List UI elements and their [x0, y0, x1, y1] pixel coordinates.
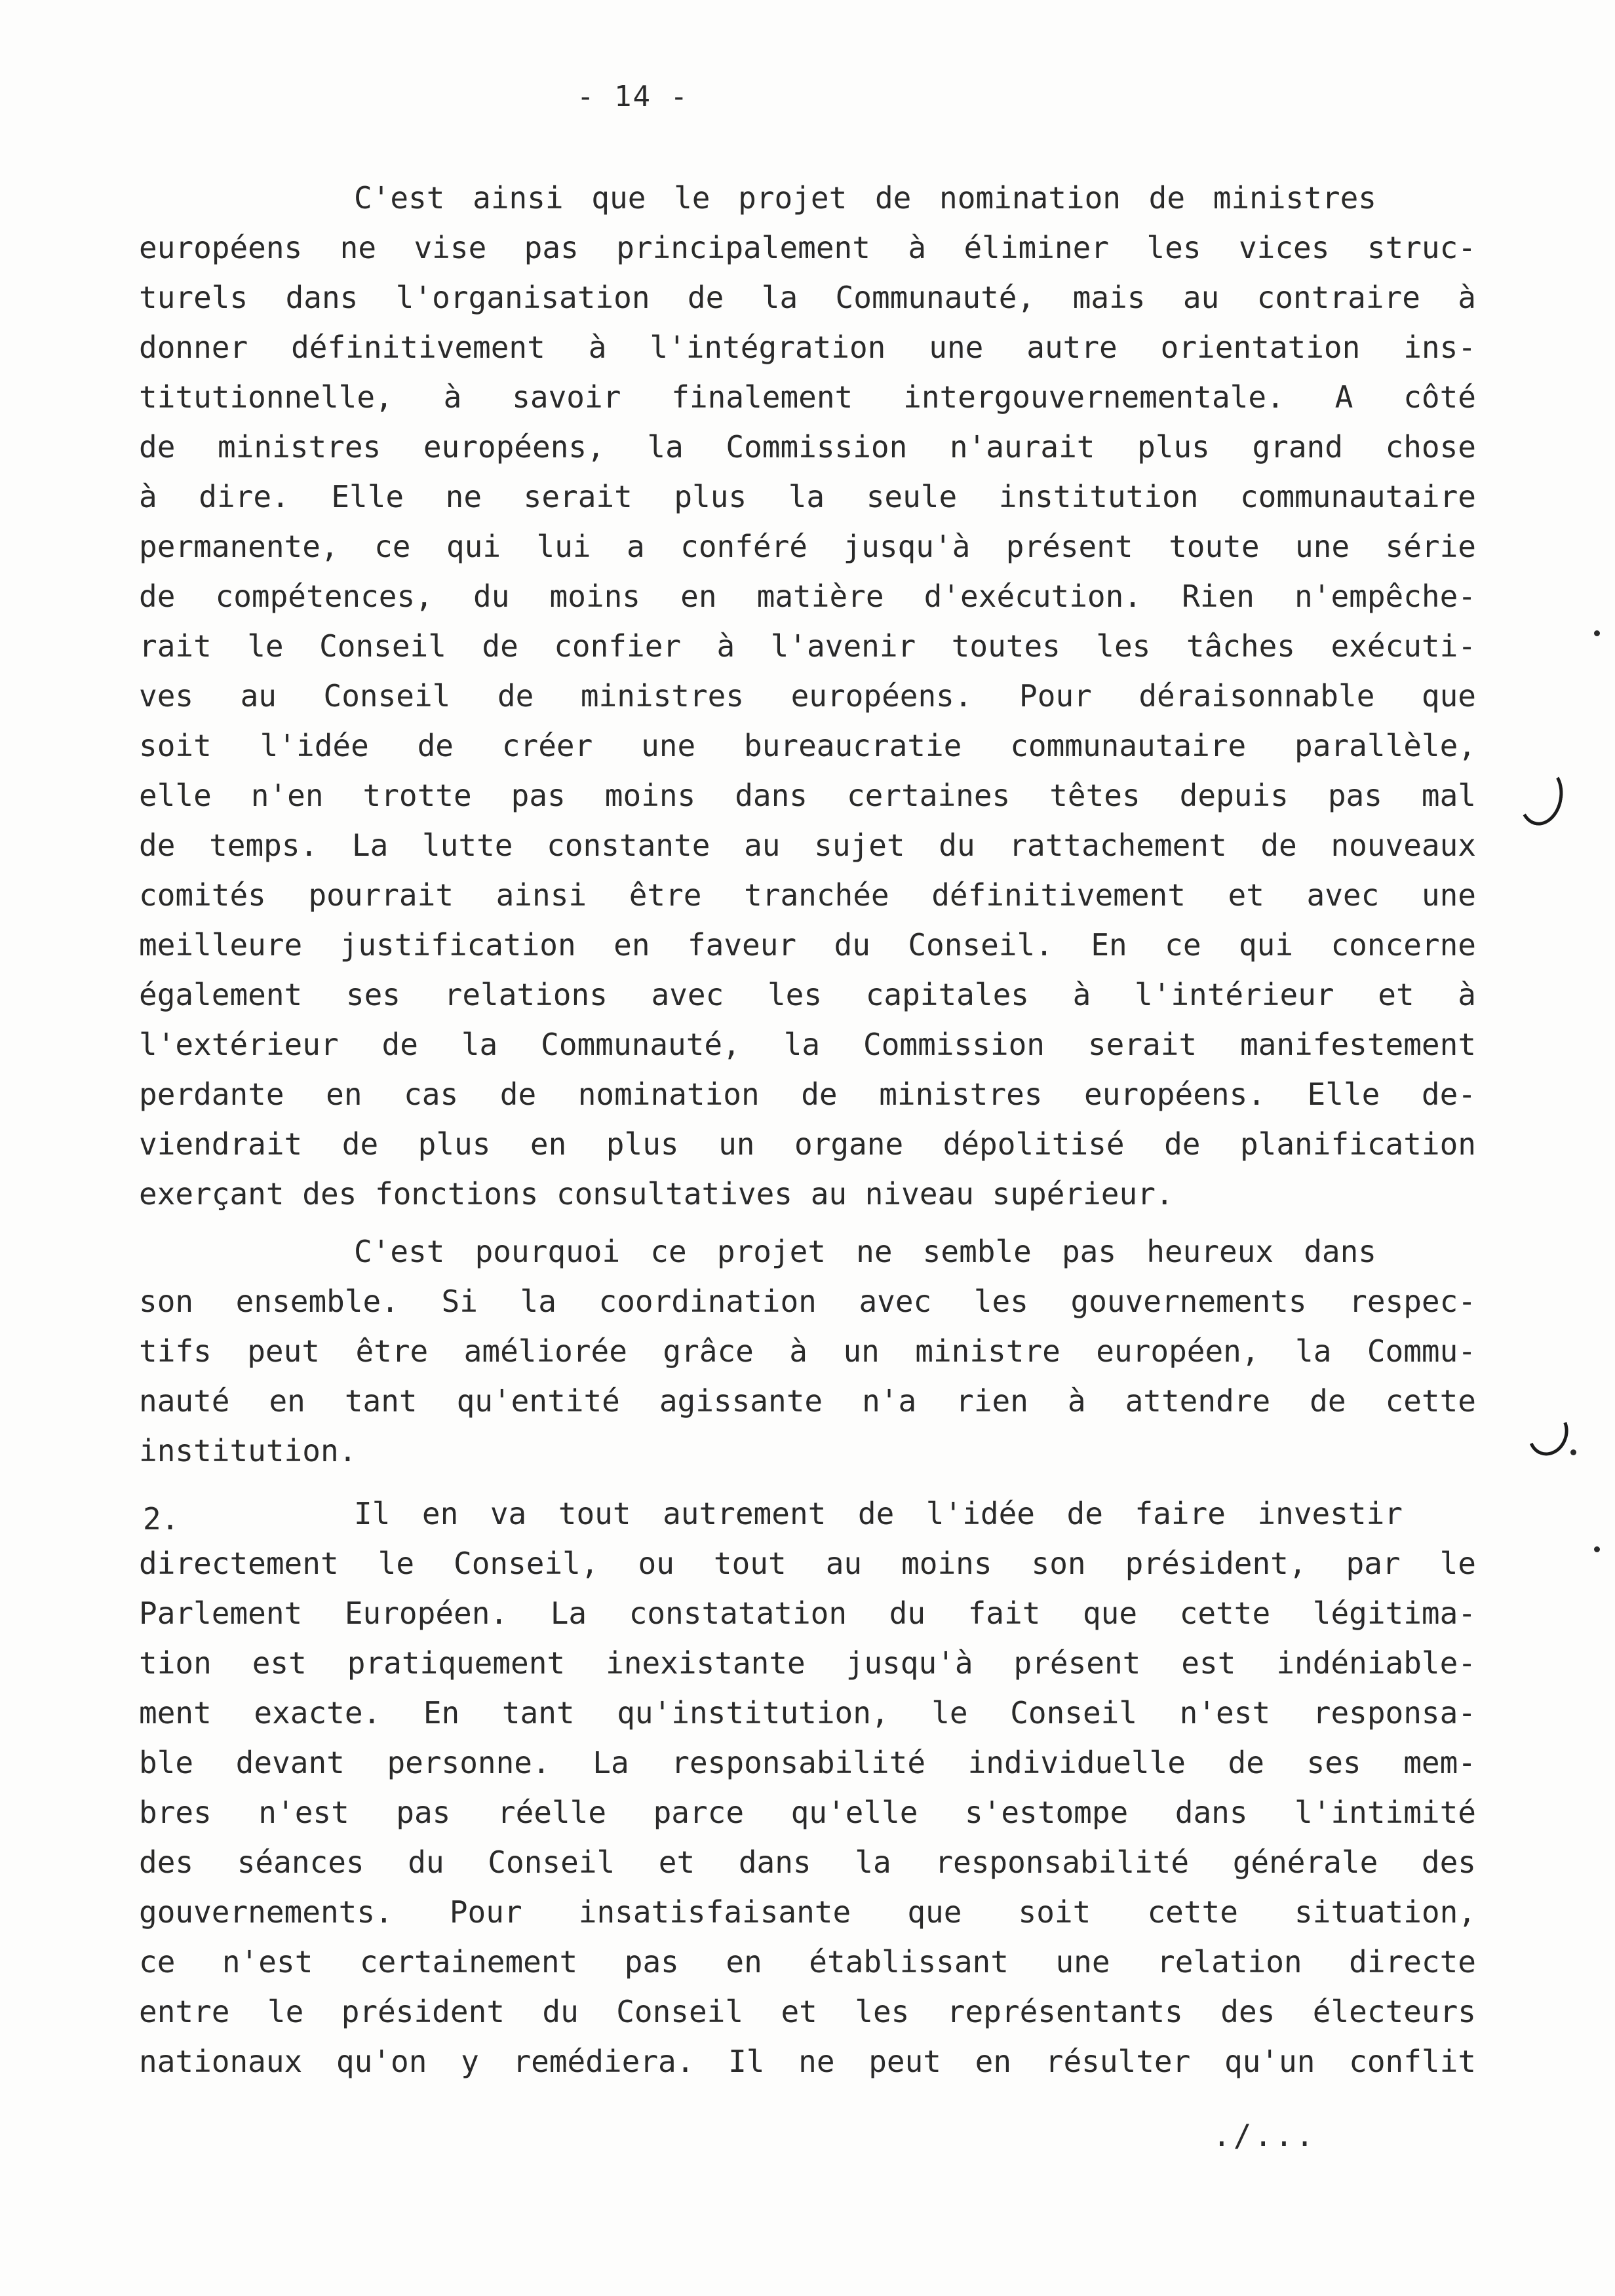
text-line: également ses relations avec les capitales à l'intérieur et à: [139, 977, 1476, 1012]
text-line: de compétences, du moins en matière d'exécution. Rien n'empêche-: [139, 579, 1476, 614]
text-line: turels dans l'organisation de la Communauté, mais au contraire à: [139, 280, 1476, 315]
margin-curve-mark: [1515, 763, 1568, 829]
text-line: son ensemble. Si la coordination avec les gouvernements respec-: [139, 1284, 1476, 1319]
text-line: elle n'en trotte pas moins dans certaines têtes depuis pas mal: [139, 778, 1476, 813]
text-line: ble devant personne. La responsabilité individuelle de ses mem-: [139, 1745, 1476, 1780]
text-line: directement le Conseil, ou tout au moins son président, par le: [139, 1546, 1476, 1581]
text-line: C'est ainsi que le projet de nomination de ministres: [354, 180, 1376, 216]
text-line: ves au Conseil de ministres européens. Pour déraisonnable que: [139, 678, 1476, 714]
text-line: de ministres européens, la Commission n'aurait plus grand chose: [139, 429, 1476, 465]
text-line: institution.: [139, 1433, 357, 1468]
text-line: des séances du Conseil et dans la responsabilité générale des: [139, 1845, 1476, 1880]
text-line: Il en va tout autrement de l'idée de faire investir: [354, 1496, 1403, 1531]
text-line: C'est pourquoi ce projet ne semble pas heureux dans: [354, 1234, 1376, 1269]
margin-dot-mark: [1594, 1546, 1600, 1552]
text-line: donner définitivement à l'intégration une autre orientation ins-: [139, 330, 1476, 365]
text-line: de temps. La lutte constante au sujet du rattachement de nouveaux: [139, 828, 1476, 863]
text-line: nationaux qu'on y remédiera. Il ne peut en résulter qu'un conflit: [139, 2044, 1476, 2079]
text-line: nauté en tant qu'entité agissante n'a rien à attendre de cette: [139, 1383, 1476, 1419]
page-number: - 14 -: [577, 80, 689, 113]
text-line: meilleure justification en faveur du Conseil. En ce qui concerne: [139, 927, 1476, 963]
text-line: tifs peut être améliorée grâce à un ministre européen, la Commu-: [139, 1333, 1476, 1369]
margin-dot-mark: [1594, 630, 1600, 636]
text-line: permanente, ce qui lui a conféré jusqu'à présent toute une série: [139, 529, 1476, 564]
text-line: l'extérieur de la Communauté, la Commission serait manifestement: [139, 1027, 1476, 1062]
margin-dot-mark: [1570, 1449, 1576, 1455]
text-line: titutionnelle, à savoir finalement intergouvernementale. A côté: [139, 379, 1476, 415]
text-line: bres n'est pas réelle parce qu'elle s'estompe dans l'intimité: [139, 1795, 1476, 1830]
section-number: 2.: [143, 1501, 180, 1537]
text-line: européens ne vise pas principalement à éliminer les vices struc-: [139, 230, 1476, 265]
text-line: ce n'est certainement pas en établissant une relation directe: [139, 1944, 1476, 1980]
text-line: ment exacte. En tant qu'institution, le Conseil n'est responsa-: [139, 1695, 1476, 1731]
text-line: tion est pratiquement inexistante jusqu'à présent est indéniable-: [139, 1645, 1476, 1681]
text-line: entre le président du Conseil et les représentants des électeurs: [139, 1994, 1476, 2029]
text-line: gouvernements. Pour insatisfaisante que soit cette situation,: [139, 1894, 1476, 1930]
text-line: perdante en cas de nomination de ministres européens. Elle de-: [139, 1077, 1476, 1112]
margin-curve-mark: [1522, 1405, 1574, 1461]
text-line: rait le Conseil de confier à l'avenir toutes les tâches exécuti-: [139, 628, 1476, 664]
text-line: viendrait de plus en plus un organe dépolitisé de planification: [139, 1126, 1476, 1162]
text-line: comités pourrait ainsi être tranchée définitivement et avec une: [139, 877, 1476, 913]
text-line: exerçant des fonctions consultatives au niveau supérieur.: [139, 1176, 1174, 1212]
text-line: soit l'idée de créer une bureaucratie communautaire parallèle,: [139, 728, 1476, 763]
continuation-mark: ./...: [1213, 2118, 1317, 2153]
text-line: Parlement Européen. La constatation du fait que cette légitima-: [139, 1596, 1476, 1631]
text-line: à dire. Elle ne serait plus la seule institution communautaire: [139, 479, 1476, 514]
